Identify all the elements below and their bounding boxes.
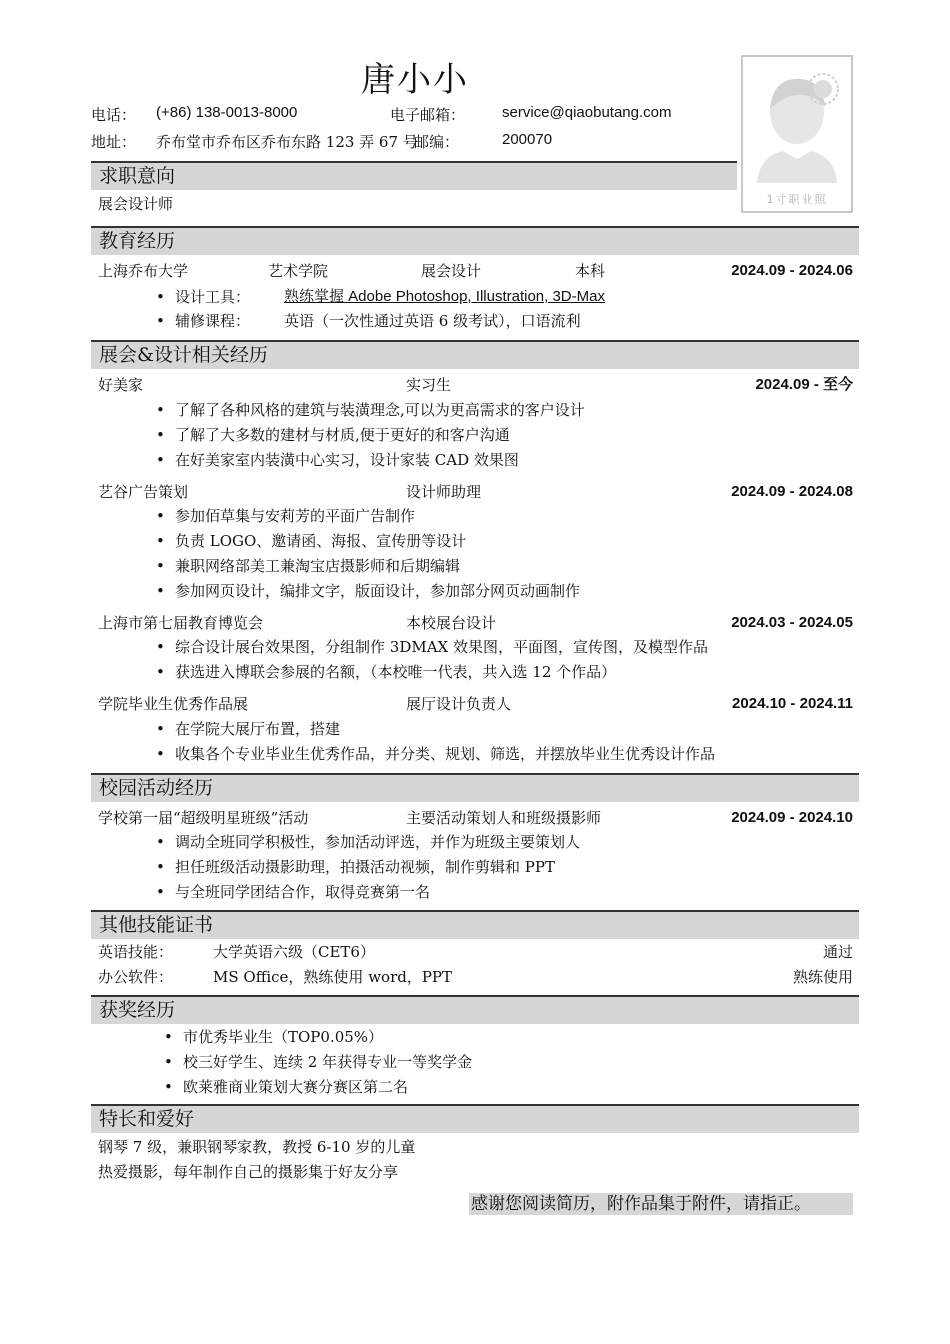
- list-item: • 收集各个专业毕业生优秀作品，并分类、规划、筛选，并摆放毕业生优秀设计作品: [156, 745, 716, 763]
- postcode-label: 邮编：: [414, 133, 460, 151]
- list-item: • 负责 LOGO、邀请函、海报、宣传册等设计: [156, 532, 467, 550]
- phone-value: (+86) 138-0013-8000: [156, 104, 298, 121]
- campus-role: 主要活动策划人和班级摄影师: [406, 809, 602, 827]
- list-item: • 参加佰草集与安莉芳的平面广告制作: [156, 507, 416, 525]
- education-header-row: [98, 260, 853, 282]
- education-date: 2024.09 - 2024.06: [731, 262, 853, 279]
- experience-org: 学院毕业生优秀作品展: [98, 695, 249, 713]
- section-awards-title: 获奖经历: [91, 995, 859, 1024]
- list-item: • 获选进入博联会参展的名额，（本校唯一代表，共入选 12 个作品）: [156, 663, 617, 681]
- profile-photo: [741, 55, 853, 213]
- section-skills-title: 其他技能证书: [91, 910, 859, 939]
- section-objective-title: 求职意向: [91, 161, 737, 190]
- list-item: • 综合设计展台效果图，分组制作 3DMAX 效果图，平面图，宣传图，及模型作品: [156, 638, 708, 656]
- list-item: • 参加网页设计，编排文字，版面设计，参加部分网页动画制作: [156, 582, 581, 600]
- skill-value: MS Office，熟练使用 word，PPT: [213, 968, 453, 986]
- experience-org: 好美家: [98, 376, 144, 394]
- skill-row: [98, 941, 853, 963]
- email-label: 电子邮箱：: [390, 106, 466, 124]
- skill-level: 通过: [822, 943, 853, 961]
- address-label: 地址：: [91, 133, 137, 151]
- email-value: service@qiaobutang.com: [502, 104, 672, 121]
- closing-note: 感谢您阅读简历，附作品集于附件，请指正。: [469, 1193, 853, 1215]
- list-item: • 在学院大展厅布置，搭建: [156, 720, 341, 738]
- section-education-title: 教育经历: [91, 226, 859, 255]
- experience-date: 2024.09 - 2024.08: [731, 483, 853, 500]
- experience-entry-header: [98, 481, 853, 503]
- section-experience-title: 展会&设计相关经历: [91, 340, 859, 369]
- experience-org: 艺谷广告策划: [98, 483, 189, 501]
- experience-entry-header: [98, 693, 853, 715]
- experience-role: 设计师助理: [406, 483, 482, 501]
- tools-label: 设计工具：: [175, 288, 251, 306]
- campus-org: 学校第一届“超级明星班级”活动: [98, 809, 309, 827]
- experience-role: 实习生: [406, 376, 452, 394]
- list-item: • 与全班同学团结合作，取得竞赛第一名: [156, 883, 431, 901]
- list-item: • 调动全班同学积极性，参加活动评选，并作为班级主要策划人: [156, 833, 581, 851]
- experience-date: 2024.09 - 至今: [755, 376, 853, 393]
- skill-label: 英语技能：: [98, 943, 174, 961]
- postcode-value: 200070: [502, 131, 553, 148]
- list-item: • 担任班级活动摄影助理，拍摄活动视频，制作剪辑和 PPT: [156, 858, 555, 876]
- list-item: • 市优秀毕业生（TOP0.05%）: [164, 1028, 384, 1046]
- section-hobbies-title: 特长和爱好: [91, 1104, 859, 1133]
- experience-date: 2024.10 - 2024.11: [732, 695, 853, 712]
- list-item: • 在好美家室内装潢中心实习，设计家装 CAD 效果图: [156, 451, 519, 469]
- minor-label: 辅修课程：: [175, 312, 251, 330]
- minor-value: 英语（一次性通过英语 6 级考试），口语流利: [284, 312, 581, 330]
- experience-entry-header: [98, 374, 853, 396]
- experience-date: 2024.03 - 2024.05: [731, 614, 853, 631]
- experience-org: 上海市第七届教育博览会: [98, 614, 264, 632]
- education-college: 艺术学院: [268, 262, 329, 280]
- hobby-line: 热爱摄影，每年制作自己的摄影集于好友分享: [98, 1163, 399, 1181]
- skill-row: [98, 966, 853, 988]
- phone-label: 电话：: [91, 106, 137, 124]
- list-item: • 了解了大多数的建材与材质,便于更好的和客户沟通: [156, 426, 510, 444]
- education-school: 上海乔布大学: [98, 262, 189, 280]
- skill-label: 办公软件：: [98, 968, 174, 986]
- candidate-name: 唐小小: [361, 60, 469, 100]
- objective-content: 展会设计师: [98, 195, 174, 213]
- campus-date: 2024.09 - 2024.10: [731, 809, 853, 826]
- list-item: • 校三好学生、连续 2 年获得专业一等奖学金: [164, 1053, 473, 1071]
- education-major: 展会设计: [421, 262, 482, 280]
- address-value: 乔布堂市乔布区乔布东路 123 弄 67 号: [156, 133, 418, 151]
- education-degree: 本科: [575, 262, 606, 280]
- skill-value: 大学英语六级（CET6）: [213, 943, 375, 961]
- list-item: • 欧莱雅商业策划大赛分赛区第二名: [164, 1078, 409, 1096]
- campus-header-row: [98, 807, 853, 829]
- photo-caption: 1寸职业照: [766, 193, 828, 206]
- hobby-line: 钢琴 7 级，兼职钢琴家教，教授 6-10 岁的儿童: [98, 1138, 416, 1156]
- experience-role: 展厅设计负责人: [406, 695, 512, 713]
- list-item: • 了解了各种风格的建筑与装潢理念,可以为更高需求的客户设计: [156, 401, 585, 419]
- person-silhouette-icon: [743, 57, 851, 211]
- section-campus-title: 校园活动经历: [91, 773, 859, 802]
- experience-entry-header: [98, 612, 853, 634]
- list-item: • 兼职网络部美工兼淘宝店摄影师和后期编辑: [156, 557, 461, 575]
- skill-level: 熟练使用: [792, 968, 853, 986]
- tools-value: 熟练掌握 Adobe Photoshop, Illustration, 3D-Max: [284, 288, 605, 305]
- experience-role: 本校展台设计: [406, 614, 497, 632]
